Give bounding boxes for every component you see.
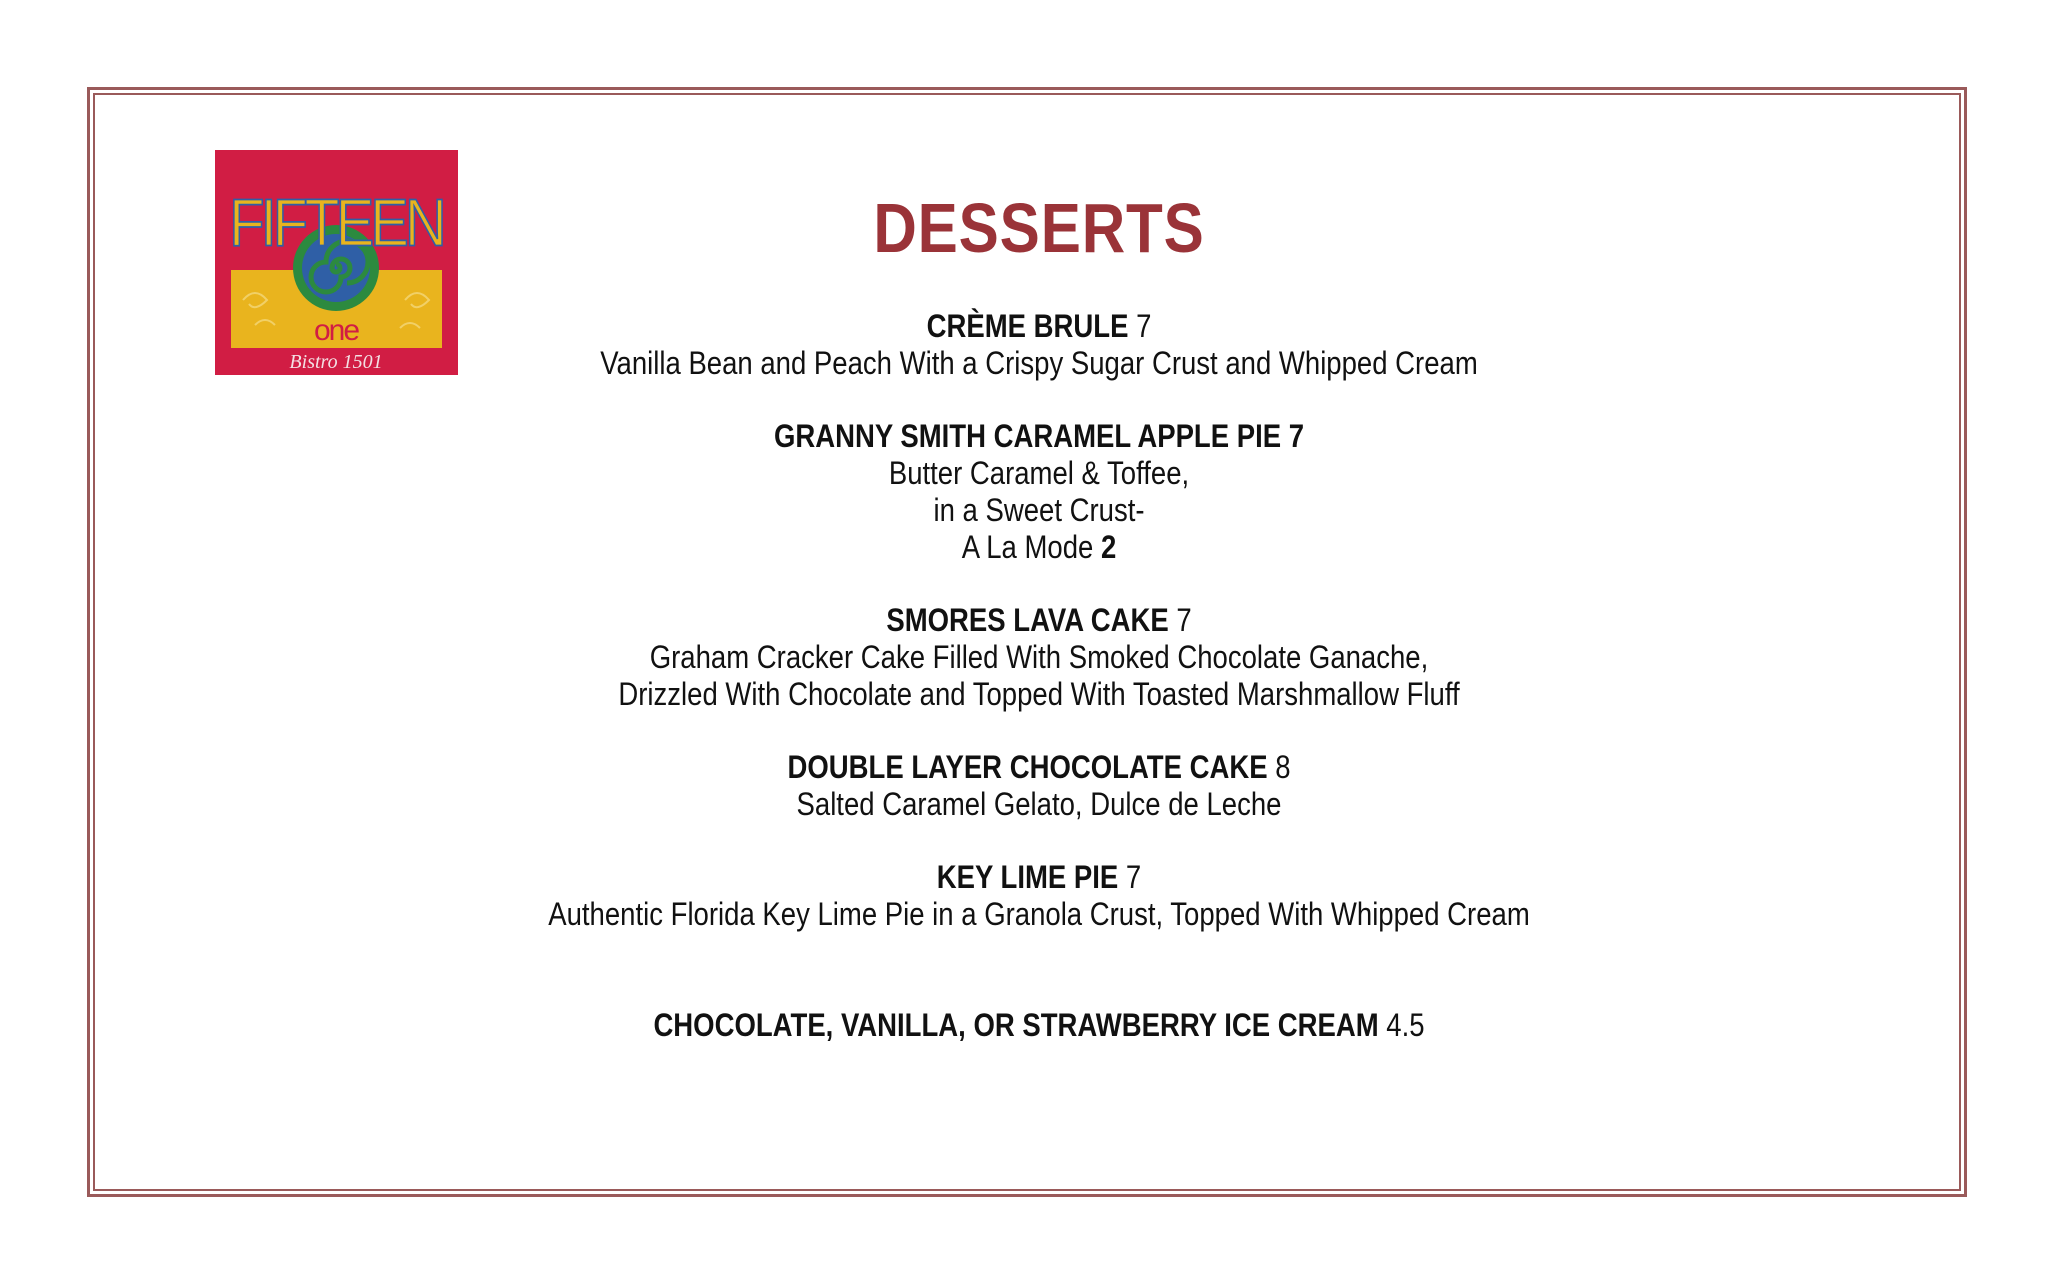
item-name: SMORES LAVA CAKE (886, 602, 1169, 638)
item-name: CRÈME BRULE (926, 308, 1129, 344)
item-description: in a Sweet Crust- (933, 492, 1145, 528)
menu-item (145, 1007, 1932, 1044)
item-description: Authentic Florida Key Lime Pie in a Granola Crust, Topped With Whipped Cream (548, 896, 1530, 932)
logo-top-text: FIFTEEN (229, 185, 443, 261)
item-description: Graham Cracker Cake Filled With Smoked Chocolate Ganache, (649, 639, 1429, 675)
item-description: Butter Caramel & Toffee, (888, 455, 1190, 491)
item-price: 8 (1275, 749, 1291, 785)
item-description: Drizzled With Chocolate and Topped With Toasted Marshmallow Fluff (618, 676, 1460, 712)
item-price: 7 (1136, 308, 1152, 344)
addon-price: 2 (1100, 529, 1117, 565)
menu-title: DESSERTS (873, 189, 1205, 267)
item-name: CHOCOLATE, VANILLA, OR STRAWBERRY ICE CREAM (653, 1007, 1379, 1043)
item-price: 7 (1288, 418, 1305, 454)
logo-middle-text: one (313, 314, 359, 347)
menu-item (145, 859, 1932, 933)
item-description: Vanilla Bean and Peach With a Crispy Sugar Crust and Whipped Cream (600, 345, 1478, 381)
menu-item (145, 749, 1932, 823)
item-price: 7 (1176, 602, 1192, 638)
dessert-list (145, 308, 1932, 1080)
item-price: 4.5 (1386, 1007, 1425, 1043)
menu-item (145, 418, 1932, 566)
item-description: Salted Caramel Gelato, Dulce de Leche (796, 786, 1282, 822)
logo-bottom-text: Bistro 1501 (289, 351, 383, 373)
item-name: GRANNY SMITH CARAMEL APPLE PIE (773, 418, 1282, 454)
item-price: 7 (1125, 859, 1142, 895)
menu-item (145, 308, 1932, 382)
item-name: KEY LIME PIE (936, 859, 1119, 895)
item-name: DOUBLE LAYER CHOCOLATE CAKE (787, 749, 1268, 785)
menu-item (145, 602, 1932, 713)
addon-label: A La Mode (961, 529, 1094, 565)
